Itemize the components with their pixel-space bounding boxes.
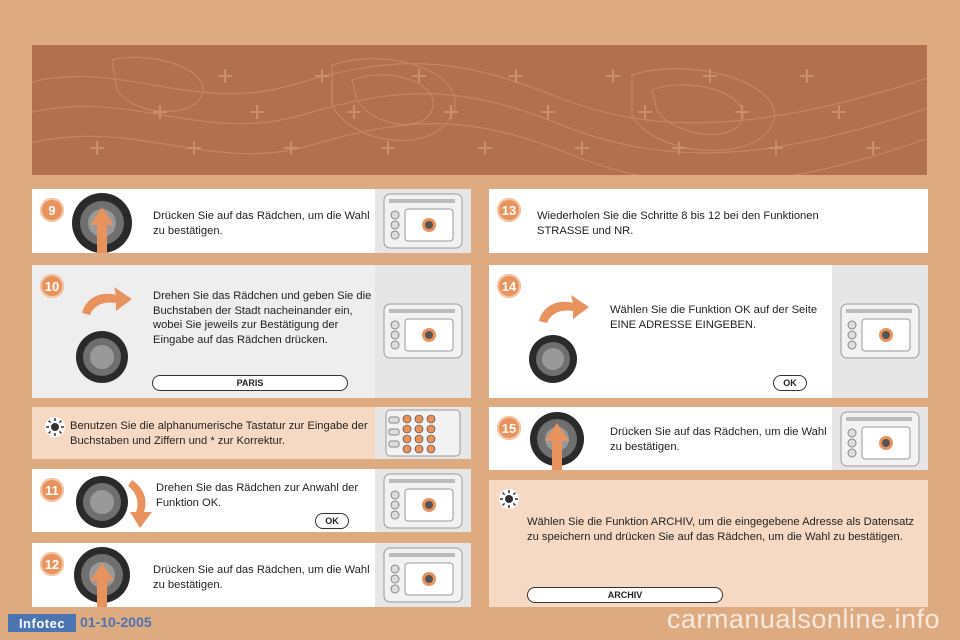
step-13-panel bbox=[489, 189, 928, 253]
radio-illustration-area bbox=[832, 265, 928, 398]
step-number-badge: 15 bbox=[497, 416, 521, 440]
radio-unit-icon bbox=[383, 473, 463, 529]
header-banner bbox=[32, 45, 927, 175]
step-instruction-text: Drücken Sie auf das Rädchen, um die Wahl zu bestätigen. bbox=[153, 564, 370, 591]
knob-rotate-down-icon bbox=[72, 472, 162, 532]
keypad-illustration-area bbox=[375, 407, 471, 459]
radio-illustration-area bbox=[375, 543, 471, 607]
tip-text: Benutzen Sie die alphanumerische Tastatur zur Eingabe der Buchstaben und Ziffern und * zur Korrektur. bbox=[70, 420, 368, 447]
step-11-panel bbox=[32, 469, 471, 532]
step-instruction-text: Drehen Sie das Rädchen zur Anwahl der Funktion OK. bbox=[156, 482, 359, 509]
radio-unit-icon bbox=[383, 547, 463, 603]
display-field-paris: PARIS bbox=[152, 375, 348, 391]
display-field-ok: OK bbox=[315, 513, 349, 529]
tip-sun-icon bbox=[44, 416, 66, 438]
radio-unit-icon bbox=[840, 303, 920, 359]
contour-map-decoration bbox=[32, 45, 927, 175]
step-instruction-text: Drücken Sie auf das Rädchen, um die Wahl zu bestätigen. bbox=[153, 210, 370, 237]
tip-text: Wählen Sie die Funktion ARCHIV, um die eingegebene Adresse als Datensatz zu speichern und drücken Sie auf das Rädchen, um die Wahl zu bestätigen. bbox=[527, 516, 915, 543]
display-field-archiv: ARCHIV bbox=[527, 587, 723, 603]
watermark: carmanualsonline.info bbox=[666, 604, 940, 634]
step-9-panel bbox=[32, 189, 471, 253]
step-instruction-text: Drücken Sie auf das Rädchen, um die Wahl zu bestätigen. bbox=[610, 426, 827, 453]
keypad-icon bbox=[385, 409, 461, 457]
tip-archiv-panel bbox=[489, 480, 928, 607]
knob-press-icon bbox=[527, 407, 597, 470]
radio-illustration-area bbox=[375, 265, 471, 398]
step-10-panel bbox=[32, 265, 471, 398]
radio-unit-icon bbox=[383, 303, 463, 359]
step-14-panel bbox=[489, 265, 928, 398]
tip-sun-icon bbox=[498, 488, 520, 510]
radio-illustration-area bbox=[832, 407, 928, 470]
radio-illustration-area bbox=[375, 189, 471, 253]
step-number-badge: 14 bbox=[497, 274, 521, 298]
knob-rotate-icon bbox=[529, 293, 609, 393]
knob-press-icon bbox=[70, 189, 140, 255]
knob-press-icon bbox=[70, 543, 140, 609]
step-instruction-text: Drehen Sie das Rädchen und geben Sie die Buchstaben der Stadt nacheinander ein, wobei Sie jeweils zur Bestätigung der Eingabe auf das Rädchen drücken. bbox=[153, 290, 372, 346]
step-number-badge: 13 bbox=[497, 198, 521, 222]
step-instruction-text: Wiederholen Sie die Schritte 8 bis 12 bei den Funktionen STRASSE und NR. bbox=[537, 210, 819, 237]
step-number-badge: 9 bbox=[40, 198, 64, 222]
step-instruction-text: Wählen Sie die Funktion OK auf der Seite EINE ADRESSE EINGEBEN. bbox=[610, 304, 818, 331]
tip-keypad-panel bbox=[32, 407, 471, 459]
radio-unit-icon bbox=[840, 411, 920, 467]
step-15-panel bbox=[489, 407, 928, 470]
radio-unit-icon bbox=[383, 193, 463, 249]
step-number-badge: 10 bbox=[40, 274, 64, 298]
radio-illustration-area bbox=[375, 469, 471, 532]
display-field-ok: OK bbox=[773, 375, 807, 391]
footer-date: 01-10-2005 bbox=[80, 614, 152, 630]
step-number-badge: 11 bbox=[40, 478, 64, 502]
knob-rotate-icon bbox=[72, 285, 152, 385]
step-12-panel bbox=[32, 543, 471, 607]
infotec-logo: Infotec bbox=[8, 614, 76, 632]
step-number-badge: 12 bbox=[40, 552, 64, 576]
